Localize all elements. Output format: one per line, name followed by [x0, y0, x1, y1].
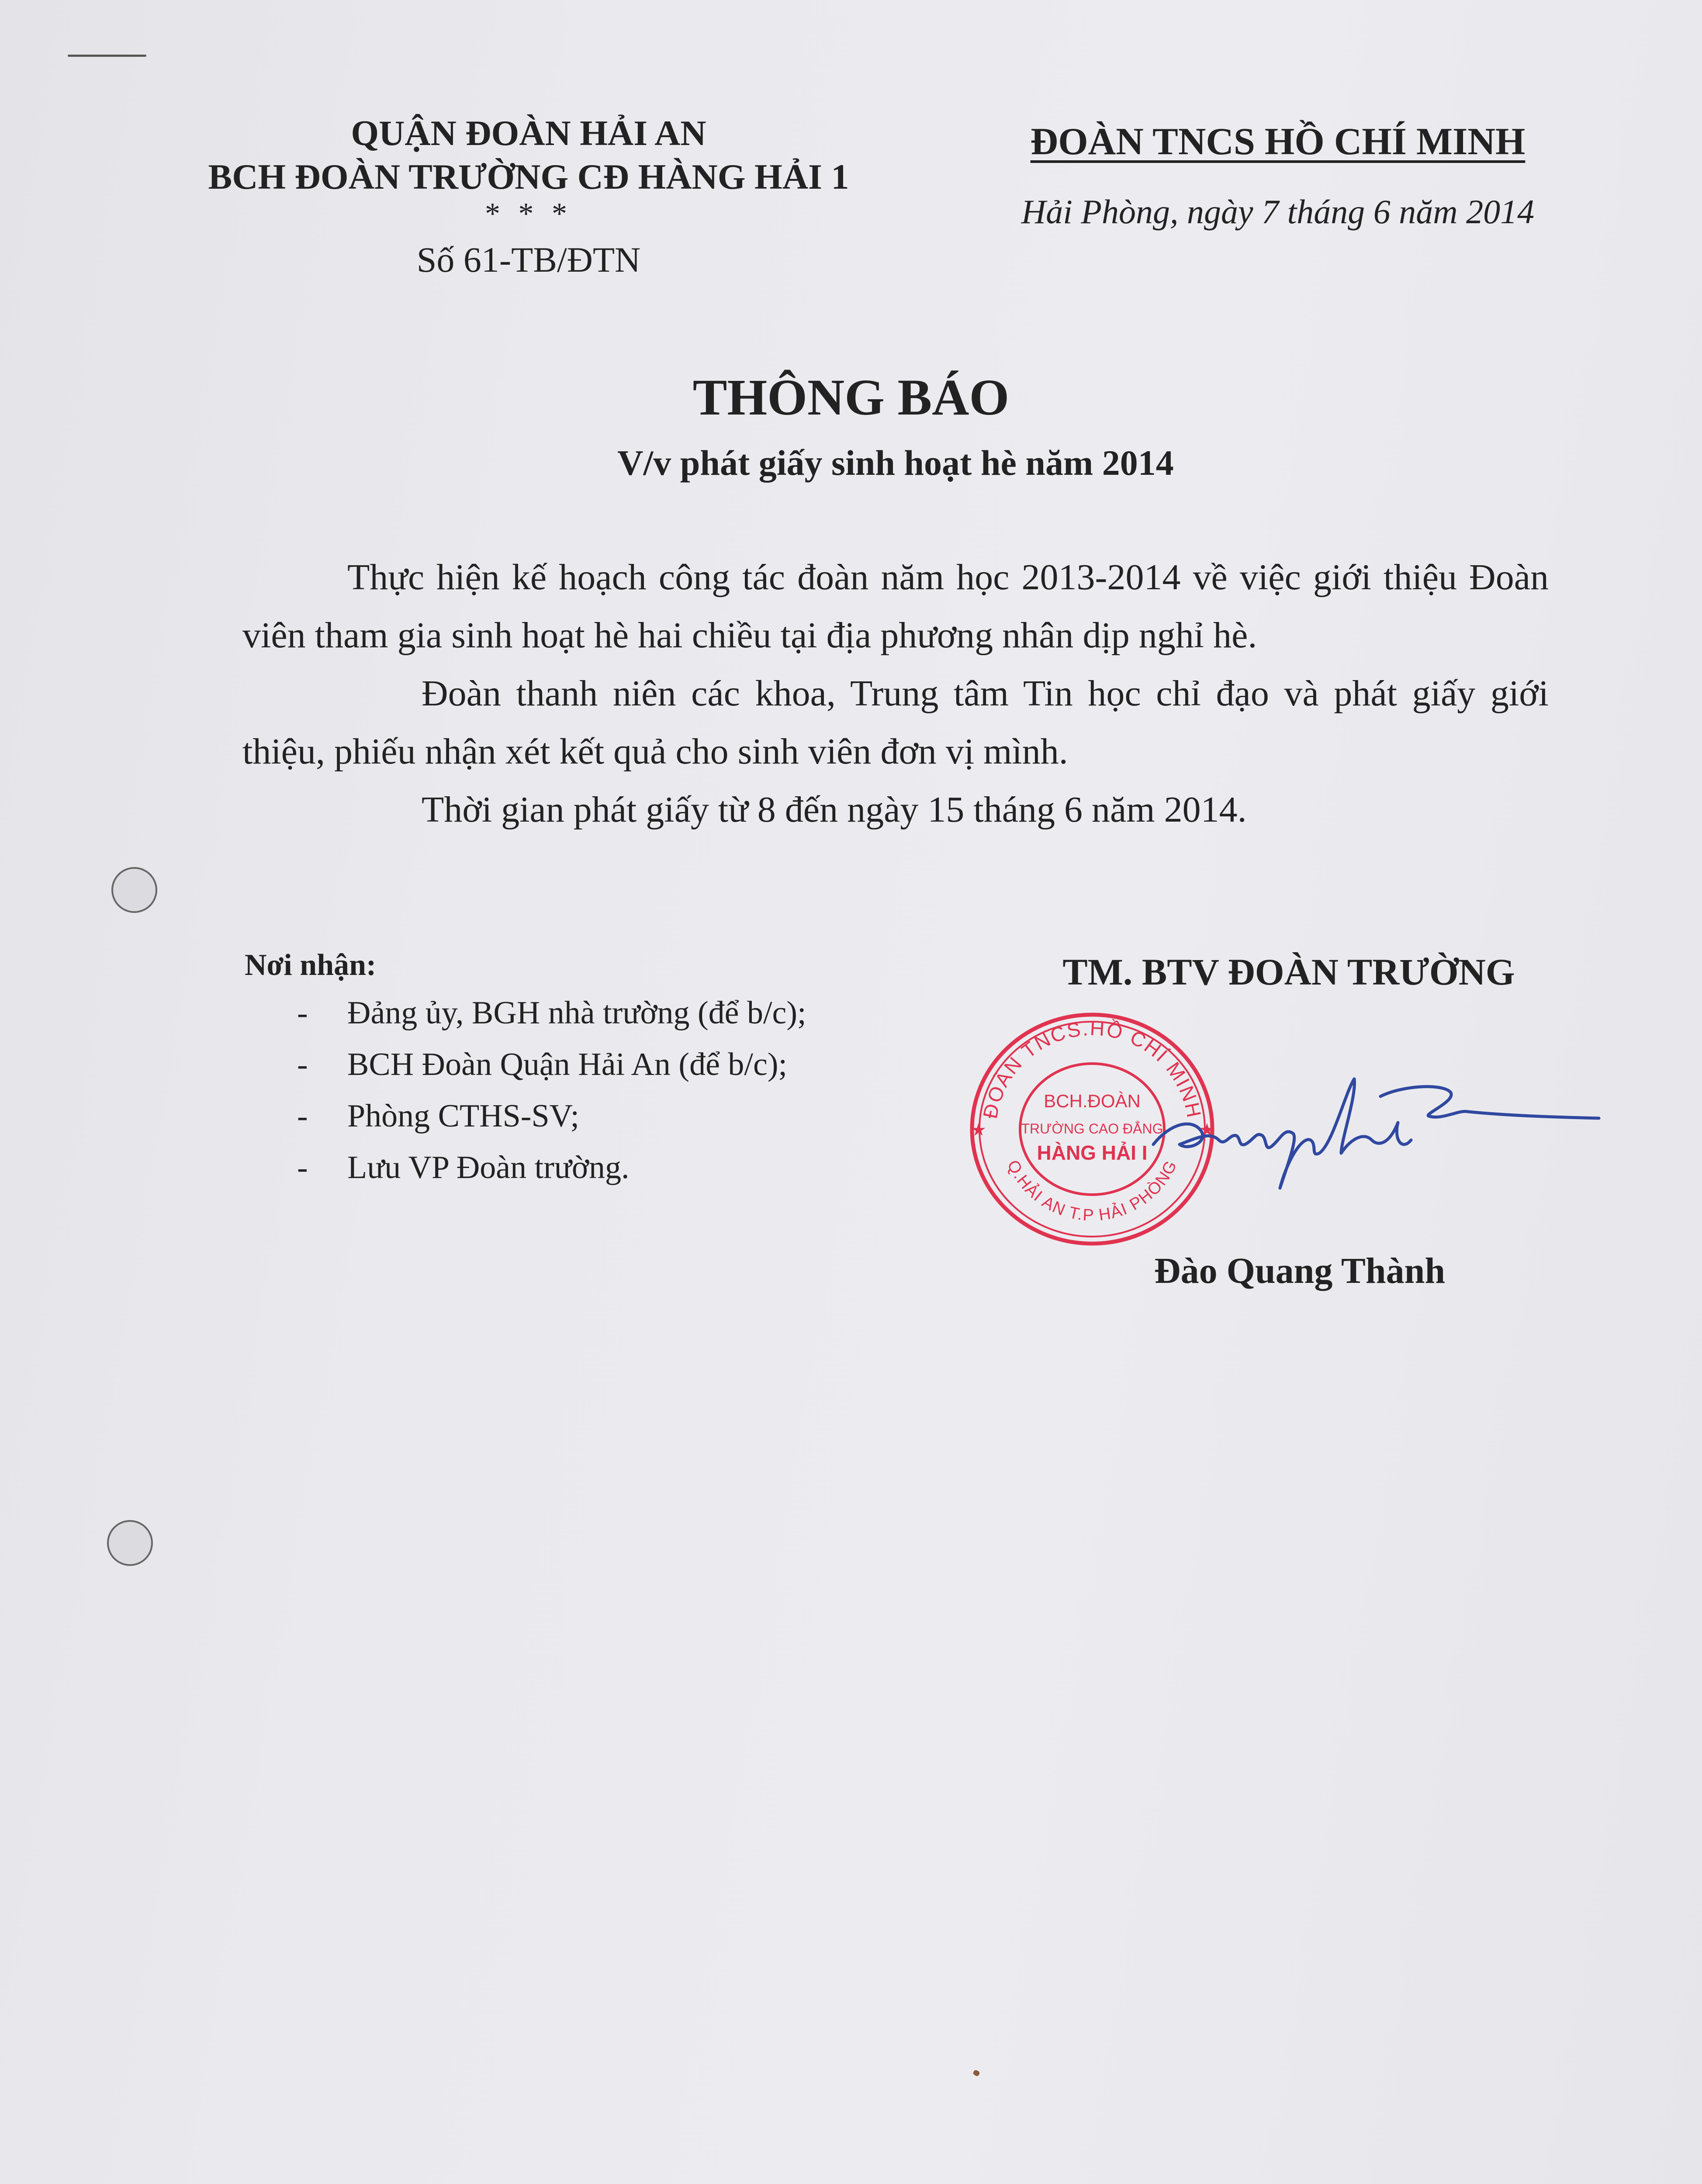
- recipient-item: - Lưu VP Đoàn trường.: [297, 1150, 630, 1185]
- handwritten-signature: [1136, 1057, 1608, 1201]
- seal-inner-line-2: TRƯỜNG CAO ĐẲNG: [1021, 1121, 1163, 1137]
- recipient-item: - BCH Đoàn Quận Hải An (để b/c);: [297, 1047, 788, 1082]
- body-paragraph: Thời gian phát giấy từ 8 đến ngày 15 tháng 6 năm 2014.: [422, 789, 1247, 830]
- punch-hole: [107, 1520, 153, 1566]
- recipient-text: Lưu VP Đoàn trường.: [347, 1150, 630, 1185]
- org-header: [961, 118, 1595, 234]
- recipients-block: [245, 943, 944, 1193]
- body-paragraph: Đoàn thanh niên các khoa, Trung tâm Tin học chỉ đạo và phát giấy giới thiệu, phiếu nhận xét kết quả cho sinh viên đơn vị mình.: [242, 673, 1549, 772]
- pencil-mark: [68, 55, 146, 57]
- header-stars: * * *: [485, 197, 572, 231]
- recipients-label: Nơi nhận:: [245, 948, 377, 982]
- body-paragraph: Thực hiện kế hoạch công tác đoàn năm học 2013-2014 về việc giới thiệu Đoàn viên tham gia sinh hoạt hè hai chiều tại địa phương nhân dịp nghỉ hè.: [242, 557, 1549, 656]
- seal-inner-line-1: BCH.ĐOÀN: [1044, 1091, 1141, 1111]
- document-subtitle: V/v phát giấy sinh hoạt hè năm 2014: [617, 443, 1174, 483]
- recipient-item: - Đảng ủy, BGH nhà trường (để b/c);: [297, 995, 806, 1031]
- document-body: [242, 548, 1549, 839]
- signer-name: Đào Quang Thành: [1154, 1251, 1446, 1291]
- recipients-list: [245, 987, 944, 1193]
- issue-date: Hải Phòng, ngày 7 tháng 6 năm 2014: [1021, 193, 1535, 231]
- document-title: THÔNG BÁO: [692, 369, 1010, 426]
- seal-bottom-text: Q.HẢI AN T.P HẢI PHÒNG: [1003, 1157, 1181, 1225]
- recipient-text: Phòng CTHS-SV;: [347, 1098, 580, 1134]
- recipient-item: - Phòng CTHS-SV;: [297, 1098, 580, 1134]
- paper-speck: [972, 2069, 980, 2077]
- seal-star-icon: ★: [971, 1120, 986, 1140]
- signature-title: TM. BTV ĐOÀN TRƯỜNG: [1062, 951, 1515, 993]
- issuer-line-1: QUẬN ĐOÀN HẢI AN: [351, 113, 706, 153]
- recipient-text: BCH Đoàn Quận Hải An (để b/c);: [347, 1047, 788, 1082]
- seal-outer-text: ĐOÀN TNCS.HỒ CHÍ MINH: [978, 1016, 1206, 1121]
- org-name: ĐOÀN TNCS HỒ CHÍ MINH: [1030, 121, 1526, 163]
- recipient-text: Đảng ủy, BGH nhà trường (để b/c);: [347, 995, 806, 1031]
- punch-hole: [111, 867, 157, 913]
- issuer-line-2: BCH ĐOÀN TRƯỜNG CĐ HÀNG HẢI 1: [208, 157, 849, 197]
- seal-inner-line-3: HÀNG HẢI I: [1037, 1141, 1148, 1164]
- document-number: Số 61-TB/ĐTN: [416, 240, 641, 280]
- issuer-header: [146, 111, 911, 284]
- seal-star-icon: ★: [1199, 1120, 1215, 1140]
